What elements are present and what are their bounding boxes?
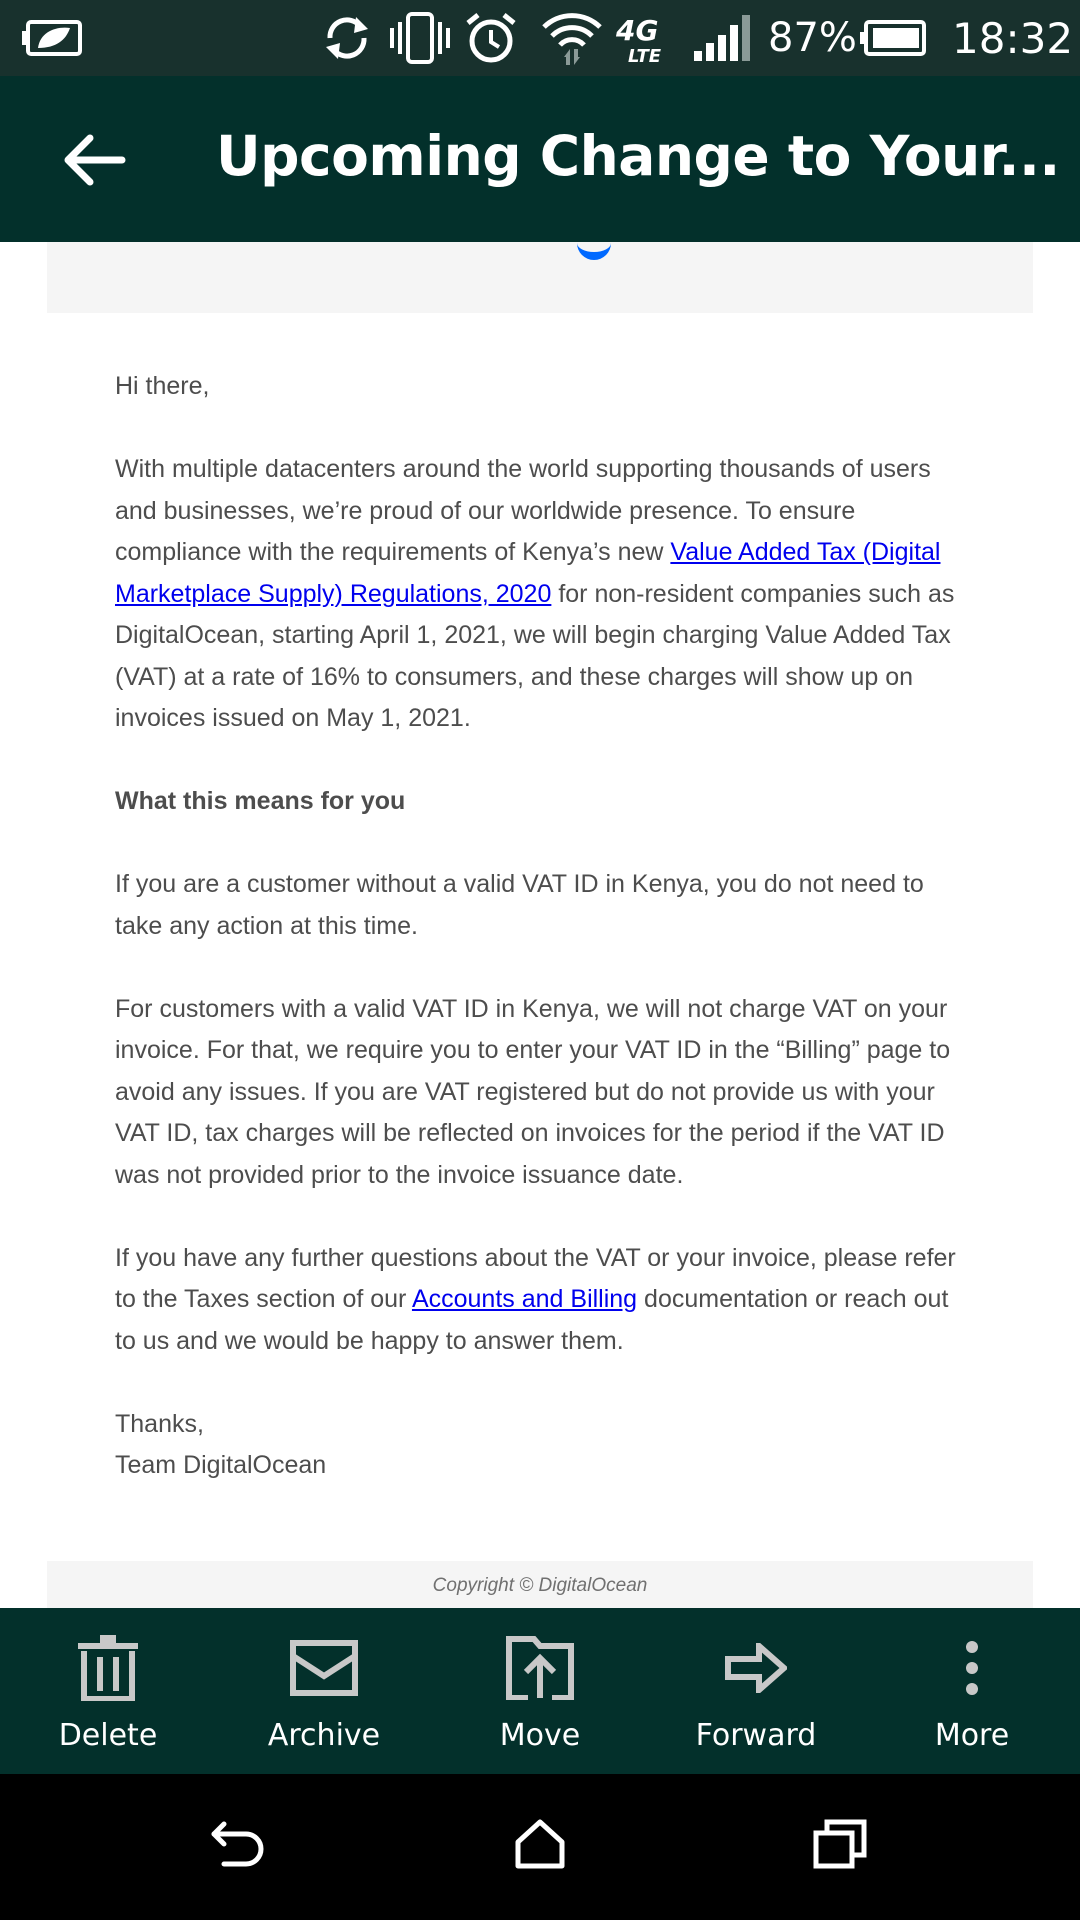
move-to-folder-icon	[432, 1632, 648, 1704]
back-arrow-icon	[60, 132, 126, 188]
svg-text:4G: 4G	[616, 14, 659, 47]
intro-text-end: for non-resident companies such as DigitalOcean, starting April 1, 2021, we will begin charging Value Added Tax (VAT) at a rate of 16% to consumers, and these charges will show up on invoices issued on May 1, 2021.	[115, 579, 955, 732]
move-button[interactable]	[432, 1608, 648, 1774]
more-vertical-icon	[864, 1632, 1080, 1704]
system-navigation-bar	[0, 1774, 1080, 1920]
signoff: Thanks,	[115, 1409, 204, 1438]
battery-icon	[860, 0, 926, 76]
status-bar	[0, 0, 1080, 76]
more-label: More	[934, 1718, 1010, 1753]
section-heading: What this means for you	[115, 787, 406, 815]
greeting: Hi there,	[115, 372, 210, 400]
signature: Team DigitalOcean	[115, 1451, 327, 1479]
forward-arrow-icon	[648, 1632, 864, 1704]
nav-back-icon	[210, 1818, 270, 1870]
svg-text:LTE: LTE	[628, 46, 662, 66]
archive-icon	[216, 1632, 432, 1704]
nav-back-button[interactable]	[180, 1794, 300, 1894]
questions-text-end: documentation or reach out to us and we would be happy to answer them.	[115, 1285, 949, 1355]
nav-home-button[interactable]	[480, 1794, 600, 1894]
signal-icon	[694, 0, 754, 76]
battery-saver-icon	[22, 0, 84, 76]
intro-text-start: With multiple datacenters around the world supporting thousands of users and businesses, we’re proud of our worldwide presence. To ensure compliance with the requirements of Kenya’s new	[115, 455, 931, 566]
archive-label: Archive	[267, 1718, 381, 1753]
more-button[interactable]	[864, 1608, 1080, 1774]
wifi-icon	[540, 0, 604, 76]
action-bar	[0, 1608, 1080, 1774]
vibrate-icon	[390, 0, 450, 76]
trash-icon	[0, 1632, 216, 1704]
valid-vat-id-paragraph: For customers with a valid VAT ID in Kenya, we will not charge VAT on your invoice. For that, we require you to enter your VAT ID in the “Billing” page to avoid any issues. If you are VAT registered but do not provide us with your VAT ID, tax charges will be reflected on invoices for the period if the VAT ID was not provided prior to the invoice issuance date.	[115, 994, 951, 1189]
battery-percent: 87%	[768, 15, 857, 61]
delete-button[interactable]	[0, 1608, 216, 1774]
clock: 18:32	[952, 13, 1074, 63]
forward-label: Forward	[695, 1718, 817, 1753]
digitalocean-logo-fragment	[577, 242, 611, 260]
no-vat-id-paragraph: If you are a customer without a valid VAT ID in Kenya, you do not need to take any action at this time.	[115, 870, 924, 940]
nav-home-icon	[514, 1818, 566, 1870]
delete-label: Delete	[58, 1718, 158, 1753]
email-footer	[47, 1561, 1033, 1608]
questions-text-start: If you have any further questions about the VAT or your invoice, please refer to the Taxes section of our	[115, 1243, 956, 1313]
nav-recents-button[interactable]	[780, 1794, 900, 1894]
back-button[interactable]	[40, 112, 146, 208]
vat-regulations-link[interactable]: Value Added Tax (Digital Marketplace Supply) Regulations, 2020	[115, 538, 941, 608]
alarm-icon	[464, 0, 518, 76]
app-bar	[0, 76, 1080, 242]
copyright-text: Copyright © DigitalOcean	[432, 1575, 648, 1596]
accounts-billing-link[interactable]: Accounts and Billing	[411, 1285, 638, 1313]
move-label: Move	[499, 1718, 581, 1753]
sync-icon	[320, 0, 374, 76]
email-subject-title: Upcoming Change to Your...	[216, 124, 1060, 188]
email-header-banner	[47, 242, 1033, 313]
lte-icon	[614, 0, 676, 76]
intro-paragraph	[115, 449, 975, 740]
email-body	[115, 366, 975, 1487]
forward-button[interactable]	[648, 1608, 864, 1774]
archive-button[interactable]	[216, 1608, 432, 1774]
questions-paragraph	[115, 1238, 975, 1363]
email-content[interactable]	[0, 242, 1080, 1608]
nav-recents-icon	[813, 1819, 867, 1869]
